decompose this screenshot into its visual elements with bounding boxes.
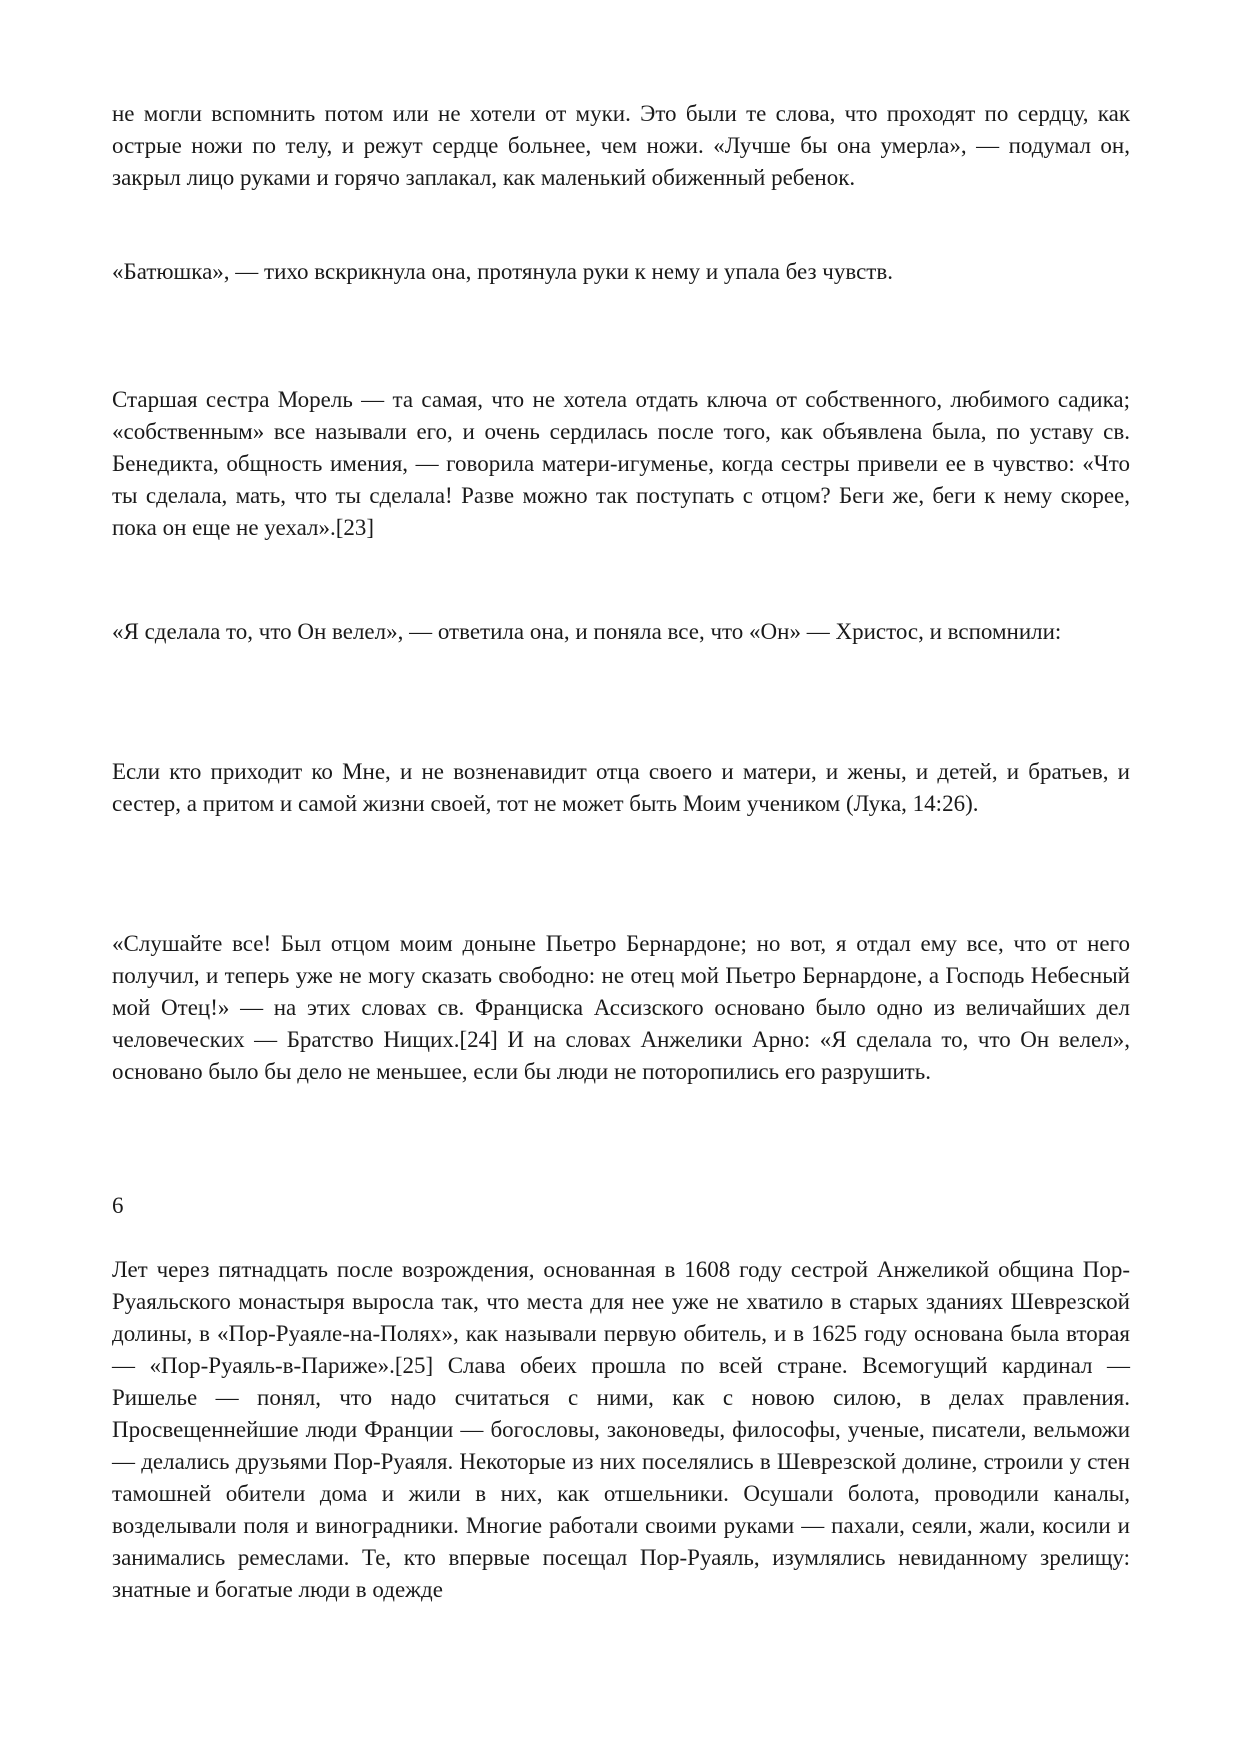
section-number: 6 xyxy=(112,1193,124,1218)
paragraph-4: «Я сделала то, что Он велел», — ответила она, и поняла все, что «Он» — Христос, и вспомнили: xyxy=(112,619,1062,644)
paragraph-2: «Батюшка», — тихо вскрикнула она, протянула руки к нему и упала без чувств. xyxy=(112,259,893,284)
paragraph-5: Если кто приходит ко Мне, и не возненавидит отца своего и матери, и жены, и детей, и братьев, и сестер, а притом и самой жизни своей, тот не может быть Моим учеником (Лука, 14:26). xyxy=(112,759,1130,816)
paragraph-7: Лет через пятнадцать после возрождения, основанная в 1608 году сестрой Анжеликой община Пор-Руаяльского монастыря выросла так, что места для нее уже не хватило в старых зданиях Шеврезской долины, в «Пор-Руаяле-на-Полях», как называли первую обитель, и в 1625 году основана была вторая — «Пор-Руаяль-в-Париже».[25] Слава обеих прошла по всей стране. Всемогущий кардинал — Ришелье — понял, что надо считаться с ними, как с новою силою, в делах правления. Просвещеннейшие люди Франции — богословы, законоведы, философы, ученые, писатели, вельможи — делались друзьями Пор-Руаяля. Некоторые из них поселялись в Шеврезской долине, строили у стен тамошней обители дома и жили в них, как отшельники. Осушали болота, проводили каналы, возделывали поля и виноградники. Многие работали своими руками — пахали, сеяли, жали, косили и занимались ремеслами. Те, кто впервые посещал Пор-Руаяль, изумлялись невиданному зрелищу: знатные и богатые люди в одежде xyxy=(112,1257,1130,1602)
paragraph-3: Старшая сестра Морель — та самая, что не хотела отдать ключа от собственного, любимого садика; «собственным» все называли его, и очень сердилась после того, как объявлена была, по уставу св. Бенедикта, общность имения, — говорила матери-игуменье, когда сестры привели ее в чувство: «Что ты сделала, мать, что ты сделала! Разве можно так поступать с отцом? Беги же, беги к нему скорее, пока он еще не уехал».[23] xyxy=(112,387,1130,540)
paragraph-6: «Слушайте все! Был отцом моим доныне Пьетро Бернардоне; но вот, я отдал ему все, что от него получил, и теперь уже не могу сказать свободно: не отец мой Пьетро Бернардоне, а Господь Небесный мой Отец!» — на этих словах св. Франциска Ассизского основано было одно из величайших дел человеческих — Братство Нищих.[24] И на словах Анжелики Арно: «Я сделала то, что Он велел», основано было бы дело не меньшее, если бы люди не поторопились его разрушить. xyxy=(112,931,1130,1084)
paragraph-1: не могли вспомнить потом или не хотели от муки. Это были те слова, что проходят по сердцу, как острые ножи по телу, и режут сердце больнее, чем ножи. «Лучше бы она умерла», — подумал он, закрыл лицо руками и горячо заплакал, как маленький обиженный ребенок. xyxy=(112,101,1130,190)
